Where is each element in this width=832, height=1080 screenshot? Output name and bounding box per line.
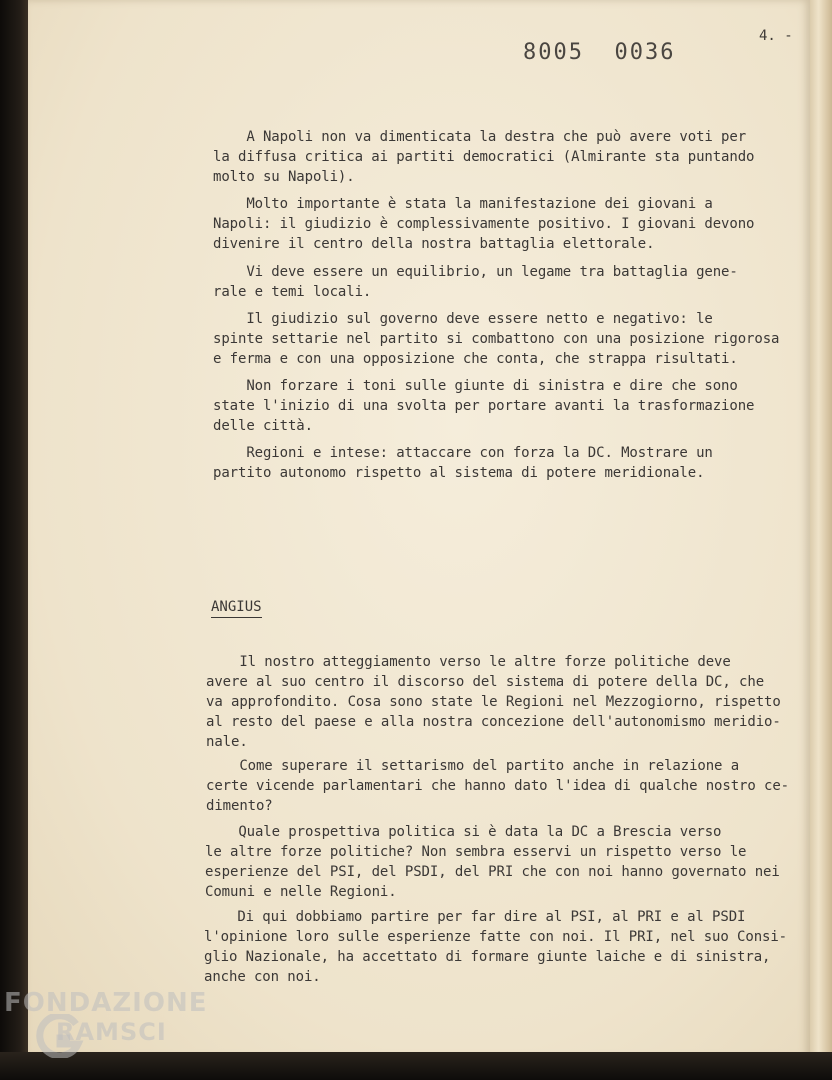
paragraph: Il giudizio sul governo deve essere netto e negativo: le spinte settarie nel partito si combattono con una posizione rigorosa e ferma e con una opposizione che conta, che strappa risultati. — [213, 311, 780, 367]
paragraph: A Napoli non va dimenticata la destra che può avere voti per la diffusa critica ai partiti democratici (Almirante sta puntando molto su Napoli). — [213, 129, 755, 185]
page-number: 4. - — [759, 28, 793, 44]
archive-number: 8005 0036 — [523, 40, 676, 65]
paragraph: Non forzare i toni sulle giunte di sinistra e dire che sono state l'inizio di una svolta per portare avanti la trasformazione delle città. — [213, 378, 755, 434]
paragraph: Di qui dobbiamo partire per far dire al PSI, al PRI e al PSDI l'opinione loro sulle esperienze fatte con noi. Il PRI, nel suo Consi- glio Nazionale, ha accettato di formare giunte laiche e di sinistra, anche con noi. — [204, 909, 788, 985]
paragraph: Quale prospettiva politica si è data la DC a Brescia verso le altre forze politiche? Non sembra esservi un rispetto verso le esperienze del PSI, del PSDI, del PRI che con noi hanno governato nei Comuni e nelle Regioni. — [205, 824, 780, 900]
binding-edge — [0, 0, 28, 1080]
watermark-text: FONDAZIONE — [4, 988, 208, 1018]
watermark-logo — [4, 988, 224, 1068]
underlying-sheet — [808, 0, 832, 1060]
speaker-heading: ANGIUS — [211, 597, 262, 618]
paragraph: Come superare il settarismo del partito anche in relazione a certe vicende parlamentari che hanno dato l'idea di qualche nostro ce- dimento? — [206, 758, 790, 814]
paragraph: Molto importante è stata la manifestazione dei giovani a Napoli: il giudizio è complessivamente positivo. I giovani devono divenire il centro della nostra battaglia elettorale. — [213, 196, 755, 252]
paragraph: Vi deve essere un equilibrio, un legame tra battaglia gene- rale e temi locali. — [213, 264, 738, 300]
paragraph: Il nostro atteggiamento verso le altre forze politiche deve avere al suo centro il discorso del sistema di potere della DC, che va approfondito. Cosa sono state le Regioni nel Mezzogiorno, rispetto al resto del paese e alla nostra concezione dell'autonomismo meridio- nale. — [206, 654, 781, 750]
paragraph: Regioni e intese: attaccare con forza la DC. Mostrare un partito autonomo rispetto al sistema di potere meridionale. — [213, 445, 713, 481]
watermark-text: RAMSCI — [56, 1018, 167, 1046]
